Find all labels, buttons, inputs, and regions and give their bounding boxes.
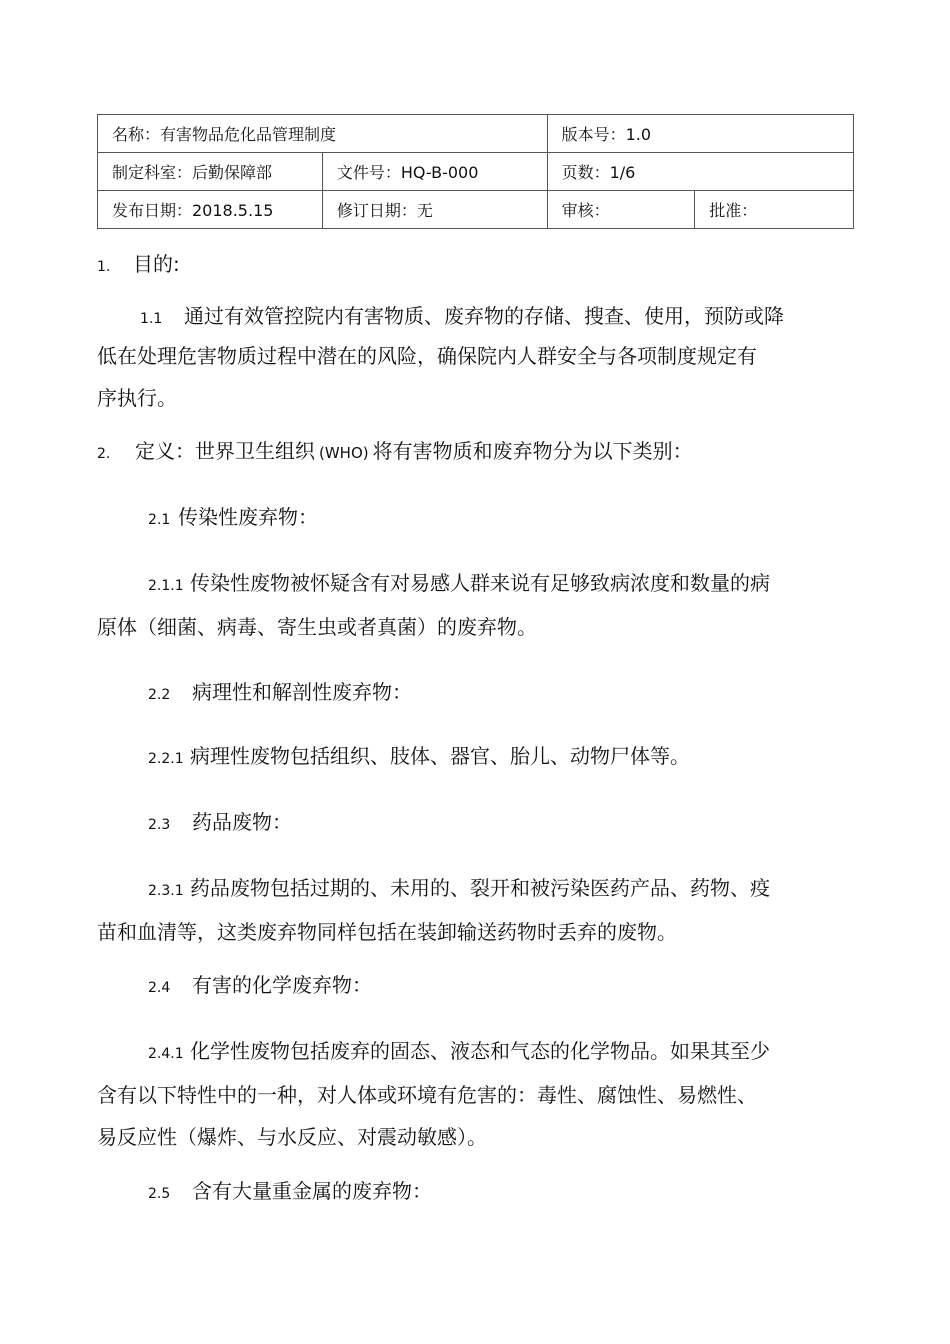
section-2-4-1-line-3: 易反应性（爆炸、与水反应、对震动敏感）。 (97, 1125, 487, 1149)
header-row-1 (98, 115, 854, 153)
page-count-cell: 页数：1/6 (547, 153, 853, 191)
section-number: 2. (97, 446, 111, 462)
section-number: 1. (97, 259, 111, 275)
section-number: 1.1 (140, 311, 163, 327)
document-name-cell: 名称：有害物品危化品管理制度 (98, 115, 548, 153)
section-number: 2.2 (148, 687, 171, 703)
review-cell: 审核： (547, 191, 695, 229)
section-1-1-line-1 (140, 306, 784, 326)
revision-date-cell: 修订日期：无 (322, 191, 547, 229)
paragraph-text: 通过有效管控院内有害物质、废弃物的存储、搜查、使用，预防或降 (184, 304, 784, 328)
section-number: 2.4 (148, 980, 171, 996)
section-2-2-heading (148, 682, 412, 702)
section-2-4-1-line-1 (148, 1041, 770, 1061)
header-row-2 (98, 153, 854, 191)
section-number: 2.1 (148, 512, 171, 528)
section-2-4-heading (148, 975, 372, 995)
section-2-3-1-line-2: 苗和血清等，这类废弃物同样包括在装卸输送药物时丢弃的废物。 (97, 920, 677, 944)
section-2-3-heading (148, 812, 292, 832)
paragraph-text: 化学性废物包括废弃的固态、液态和气态的化学物品。如果其至少 (190, 1039, 770, 1063)
department-cell: 制定科室：后勤保障部 (98, 153, 323, 191)
section-2-1-1-line-1 (148, 573, 770, 593)
paragraph-text: 药品废物包括过期的、未用的、裂开和被污染医药产品、药物、疫 (190, 876, 770, 900)
section-2-2-1-line-1 (148, 746, 690, 766)
subsection-title: 含有大量重金属的废弃物： (192, 1179, 432, 1203)
section-1-1-line-3: 序执行。 (97, 386, 177, 410)
subsection-title: 传染性废弃物： (178, 505, 318, 529)
definition-text-b: 将有害物质和废弃物分为以下类别： (372, 439, 693, 463)
section-number: 2.5 (148, 1186, 171, 1202)
section-2-3-1-line-1 (148, 878, 770, 898)
subsection-title: 有害的化学废弃物： (192, 973, 372, 997)
publish-date-cell: 发布日期：2018.5.15 (98, 191, 323, 229)
header-row-3 (98, 191, 854, 229)
paragraph-text: 传染性废物被怀疑含有对易感人群来说有足够致病浓度和数量的病 (190, 571, 770, 595)
definition-text-a: 定义：世界卫生组织 (135, 439, 315, 463)
section-2-4-1-line-2: 含有以下特性中的一种，对人体或环境有危害的：毒性、腐蚀性、易燃性、 (97, 1083, 757, 1107)
document-header-table (97, 114, 854, 229)
subsection-title: 药品废物： (192, 810, 292, 834)
section-number: 2.1.1 (148, 578, 184, 594)
file-number-cell: 文件号：HQ-B-000 (322, 153, 547, 191)
section-1-heading (97, 254, 180, 274)
paragraph-text: 病理性废物包括组织、肢体、器官、胎儿、动物尸体等。 (190, 744, 690, 768)
section-number: 2.3.1 (148, 883, 184, 899)
subsection-title: 病理性和解剖性废弃物： (192, 680, 412, 704)
section-number: 2.3 (148, 817, 171, 833)
section-number: 2.2.1 (148, 751, 184, 767)
section-2-1-1-line-2: 原体（细菌、病毒、寄生虫或者真菌）的废弃物。 (97, 615, 537, 639)
who-abbreviation: (WHO) (319, 444, 369, 462)
section-number: 2.4.1 (148, 1046, 184, 1062)
section-1-1-line-2: 低在处理危害物质过程中潜在的风险，确保院内人群安全与各项制度规定有 (97, 344, 757, 368)
approve-cell: 批准： (695, 191, 854, 229)
section-2-1-heading (148, 507, 318, 527)
section-2-5-heading (148, 1181, 432, 1201)
section-title: 目的: (133, 252, 180, 276)
version-cell: 版本号：1.0 (547, 115, 853, 153)
section-2-heading (97, 441, 693, 461)
